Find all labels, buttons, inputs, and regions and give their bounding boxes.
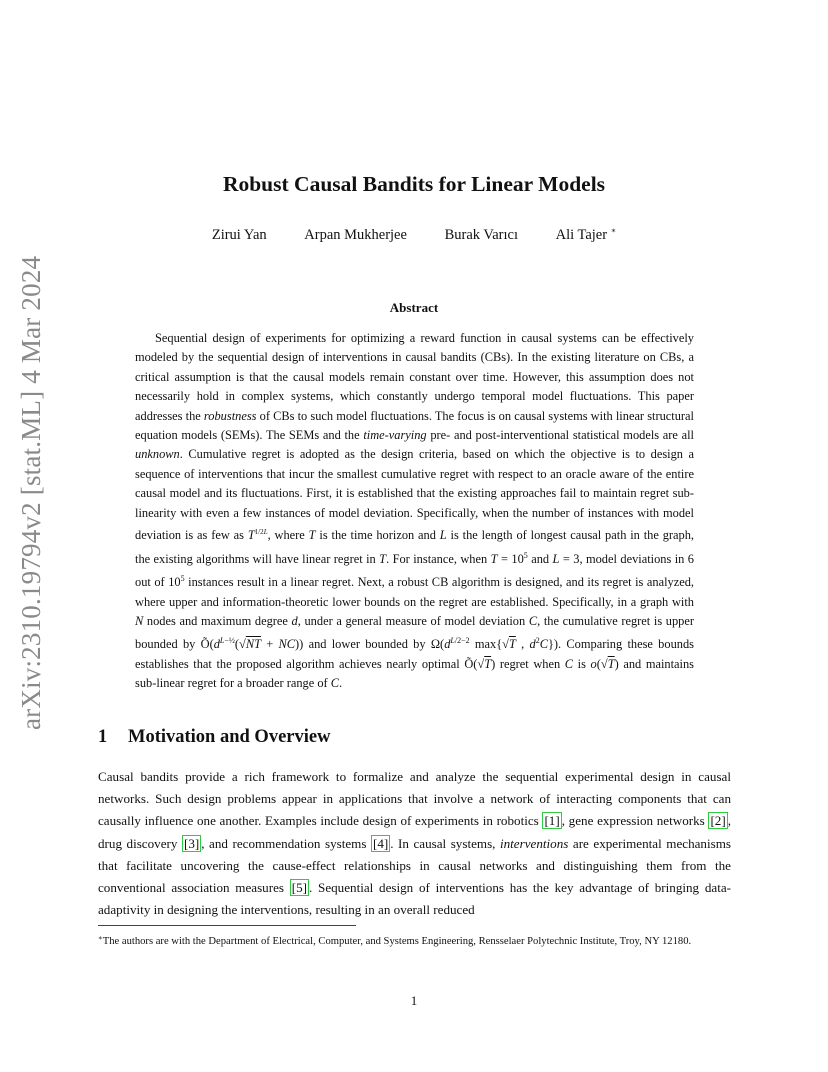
section-heading xyxy=(98,727,330,748)
citation-link[interactable]: [2] xyxy=(710,813,726,829)
author-list xyxy=(0,226,828,244)
citation-link[interactable]: [5] xyxy=(291,880,308,896)
arxiv-identifier[interactable]: arXiv:2310.19794v2 [stat.ML] 4 Mar 2024 xyxy=(16,255,46,730)
author-name-with-mark xyxy=(556,227,617,243)
footnote-divider xyxy=(98,925,356,926)
footnote-mark[interactable]: ∗ xyxy=(610,226,617,235)
section-title: Motivation and Overview xyxy=(128,727,331,747)
body-paragraph: Causal bandits provide a rich framework to formalize and analyze the sequential experimental design in causal networks. Such design problems appear in applications that involve a network of interacting components that can causally influence one another. Examples include design of experiments in robotics [1] , gene expression networks [2] , drug discovery [3] , and recommendation systems [4] . In causal systems, interventions are experimental mechanisms that facilitate uncovering the cause-effect relationships in causal networks and distinguishing them from the conventional association measures [5] . Sequential design of interventions has the key advantage of bringing data-adaptivity in designing the interventions, resulting in an overall reduced xyxy=(98,769,731,918)
citation-link[interactable]: [1] xyxy=(544,813,560,829)
abstract-paragraph: Sequential design of experiments for optimizing a reward function in causal systems can be effectively modeled by the sequential design of interventions in causal bandits (CBs). In the existing literature on CBs, a critical assumption is that the causal models remain constant over time. However, this assumption does not necessarily hold in complex systems, which constantly undergo temporal model fluctuations. This paper addresses the robustness of CBs to such model fluctuations. The focus is on causal systems with linear structural equation models (SEMs). The SEMs and the time-varying pre- and post-interventional statistical models are all unknown. Cumulative regret is adopted as the design criteria, based on which the objective is to design a sequence of interventions that incur the smallest cumulative regret with respect to an oracle aware of the entire causal model and its fluctuations. First, it is established that the existing approaches fail to maintain regret sub-linearity with even a few instances of model deviation. Specifically, when the number of instances with model deviation is as few as $T^{1/2L}$, where T is the time horizon and L is the length of longest causal path in the graph, the existing algorithms will have linear regret in T. For instance, when $T = 10^5$ and L = 3, model deviations in 6 out of $10^5$ instances result in a linear regret. Next, a robust CB algorithm is designed, and its regret is analyzed, where upper and information-theoretic lower bounds on the regret are established. Specifically, in a graph with N nodes and maximum degree d, under a general measure of model deviation C, the cumulative regret is upper bounded by $Õ(d^{L-\frac{1}{2}}(√NT + NC))$ and lower bounded by $\Omega(d^{L/2-2}$ max{√T , $d^2C$}). Comparing these bounds establishes that the proposed algorithm achieves nearly optimal Õ(√T) regret when C is o(√T) and maintains sub-linear regret for a broader range of C. xyxy=(135,331,695,691)
author-name: Burak Varıcı xyxy=(444,227,518,243)
page-number: 1 xyxy=(410,993,418,1008)
abstract-heading: Abstract xyxy=(389,300,439,315)
paper-title: Robust Causal Bandits for Linear Models xyxy=(222,172,606,196)
footnote-mark: ∗ xyxy=(98,934,103,942)
section-number: 1 xyxy=(98,727,108,747)
abstract-body xyxy=(135,329,694,694)
author-name: Zirui Yan xyxy=(211,227,267,243)
footnote-text: The authors are with the Department of Electrical, Computer, and Systems Engineering, Rensselaer Polytechnic Institute, Troy, NY 12180. xyxy=(102,936,692,947)
footnote xyxy=(98,929,734,951)
citation-link[interactable]: [3] xyxy=(183,835,200,851)
author-name: Arpan Mukherjee xyxy=(304,227,407,243)
author-name: Ali Tajer xyxy=(555,227,608,243)
citation-link[interactable]: [4] xyxy=(372,835,389,851)
section-body xyxy=(98,766,731,921)
